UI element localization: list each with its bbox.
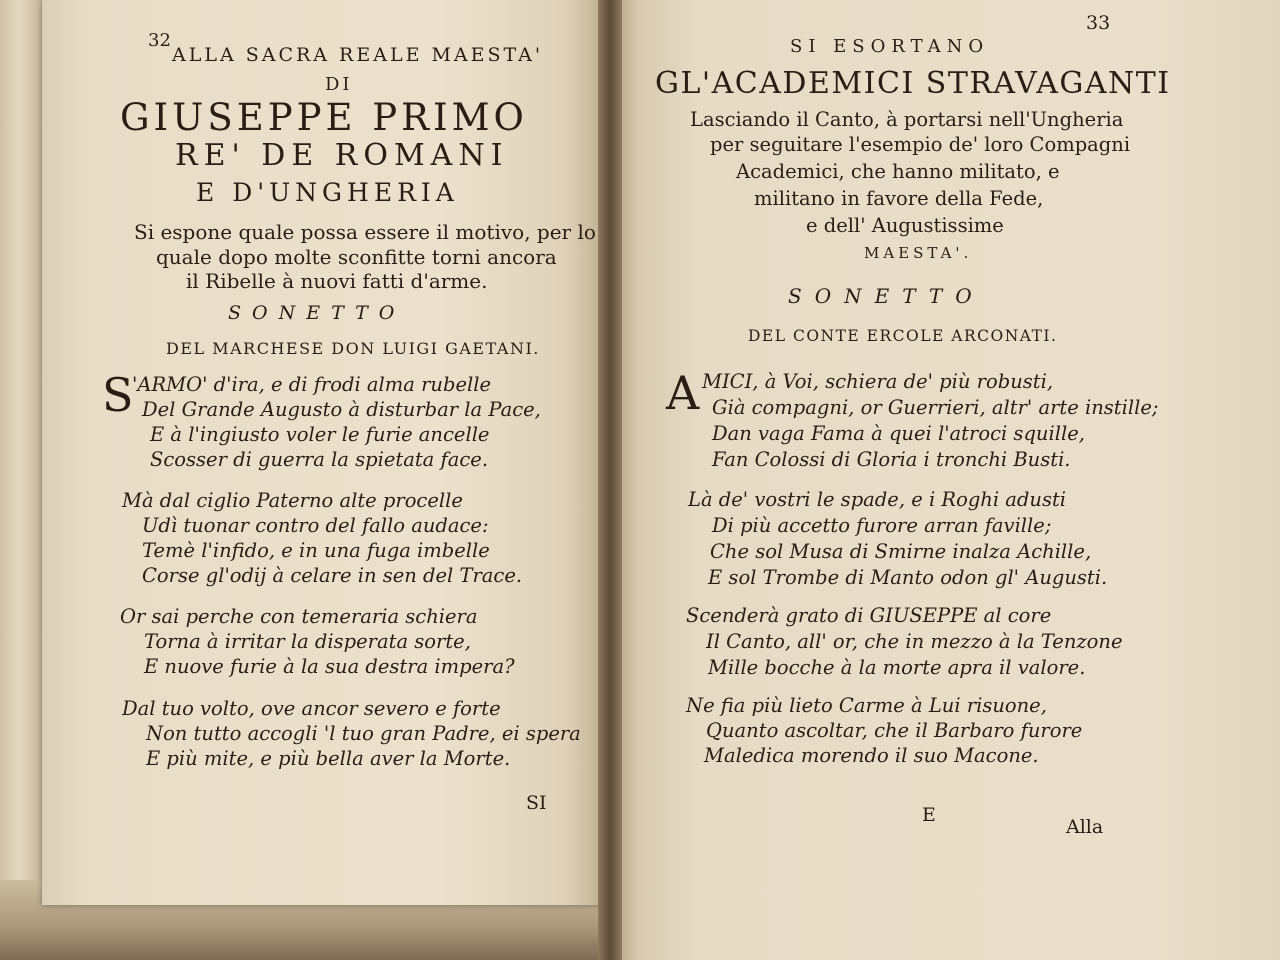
right-maesta: MAESTA'. [864,244,973,262]
right-heading: SI ESORTANO [790,36,990,57]
left-dropcap: S [102,368,134,422]
right-intro-line: Academici, che hanno militato, e [736,160,1060,183]
left-catchword: SI [526,792,547,814]
left-verse-line: E più mite, e più bella aver la Morte. [146,747,511,770]
right-verse-line: Già compagni, or Guerrieri, altr' arte instille; [712,396,1159,419]
right-title: GL'ACADEMICI STRAVAGANTI [655,66,1171,101]
right-intro-line: per seguitare l'esempio de' loro Compagni [710,133,1131,156]
left-verse-line: E à l'ingiusto voler le furie ancelle [150,423,490,446]
left-verse-line: Temè l'infido, e in una fuga imbelle [142,539,490,562]
right-intro-line: e dell' Augustissime [806,214,1004,237]
left-author: DEL MARCHESE DON LUIGI GAETANI. [166,339,540,358]
left-verse-line: Udì tuonar contro del fallo audace: [142,514,489,537]
right-verse-line: Il Canto, all' or, che in mezzo à la Tenzone [706,630,1123,653]
right-page-number: 33 [1086,12,1111,34]
right-sonetto: SONETTO [788,284,985,308]
right-dropcap: A [666,366,700,420]
left-verse-line: Scosser di guerra la spietata face. [150,448,489,471]
left-verse-line: Dal tuo volto, ove ancor severo e forte [122,697,501,720]
left-verse-line: 'ARMO' d'ira, e di frodi alma rubelle [132,373,492,396]
left-verse-line: E nuove furie à la sua destra impera? [144,655,515,678]
left-intro-line: quale dopo molte sconfitte torni ancora [156,245,557,269]
right-author: DEL CONTE ERCOLE ARCONATI. [748,327,1058,345]
page-edges [0,0,48,960]
right-verse-line: Ne fia più lieto Carme à Lui risuone, [686,694,1047,717]
left-title-line: RE' DE ROMANI [175,138,509,173]
left-name: GIUSEPPE PRIMO [120,96,528,139]
right-intro-line: Lasciando il Canto, à portarsi nell'Ungheria [690,108,1124,131]
right-catchword: Alla [1066,816,1104,838]
right-verse-line: Fan Colossi di Gloria i tronchi Busti. [712,448,1071,471]
right-verse-line: Là de' vostri le spade, e i Roghi adusti [688,488,1067,511]
right-signature-mark: E [922,804,936,826]
right-verse-line: E sol Trombe di Manto odon gl' Augusti. [708,566,1108,589]
right-verse-line: Di più accetto furore arran faville; [712,514,1052,537]
left-heading-di: DI [325,74,353,95]
left-page-number: 32 [148,30,171,51]
left-verse-line: Non tutto accogli 'l tuo gran Padre, ei spera [146,722,581,745]
left-title-line2: E D'UNGHERIA [196,178,459,207]
right-verse-line: Quanto ascoltar, che il Barbaro furore [706,719,1083,742]
right-verse-line: Che sol Musa di Smirne inalza Achille, [710,540,1092,563]
left-verse-line: Del Grande Augusto à disturbar la Pace, [142,398,541,421]
left-intro-line: il Ribelle à nuovi fatti d'arme. [186,269,488,293]
left-intro-line: Si espone quale possa essere il motivo, per lo [134,220,596,244]
right-verse-line: MICI, à Voi, schiera de' più robusti, [702,370,1054,393]
left-heading: ALLA SACRA REALE MAESTA' [172,44,544,66]
book-gutter [598,0,622,960]
right-verse-line: Scenderà grato di GIUSEPPE al core [686,604,1052,627]
left-verse-line: Mà dal ciglio Paterno alte procelle [122,489,463,512]
right-verse-line: Mille bocche à la morte apra il valore. [708,656,1086,679]
left-verse-line: Corse gl'odij à celare in sen del Trace. [142,564,523,587]
right-verse-line: Dan vaga Fama à quei l'atroci squille, [712,422,1085,445]
left-verse-line: Torna à irritar la disperata sorte, [144,630,471,653]
left-verse-line: Or sai perche con temeraria schiera [120,605,478,628]
right-verse-line: Maledica morendo il suo Macone. [704,744,1039,767]
left-sonetto: SONETTO [228,302,406,324]
right-intro-line: militano in favore della Fede, [754,187,1044,210]
